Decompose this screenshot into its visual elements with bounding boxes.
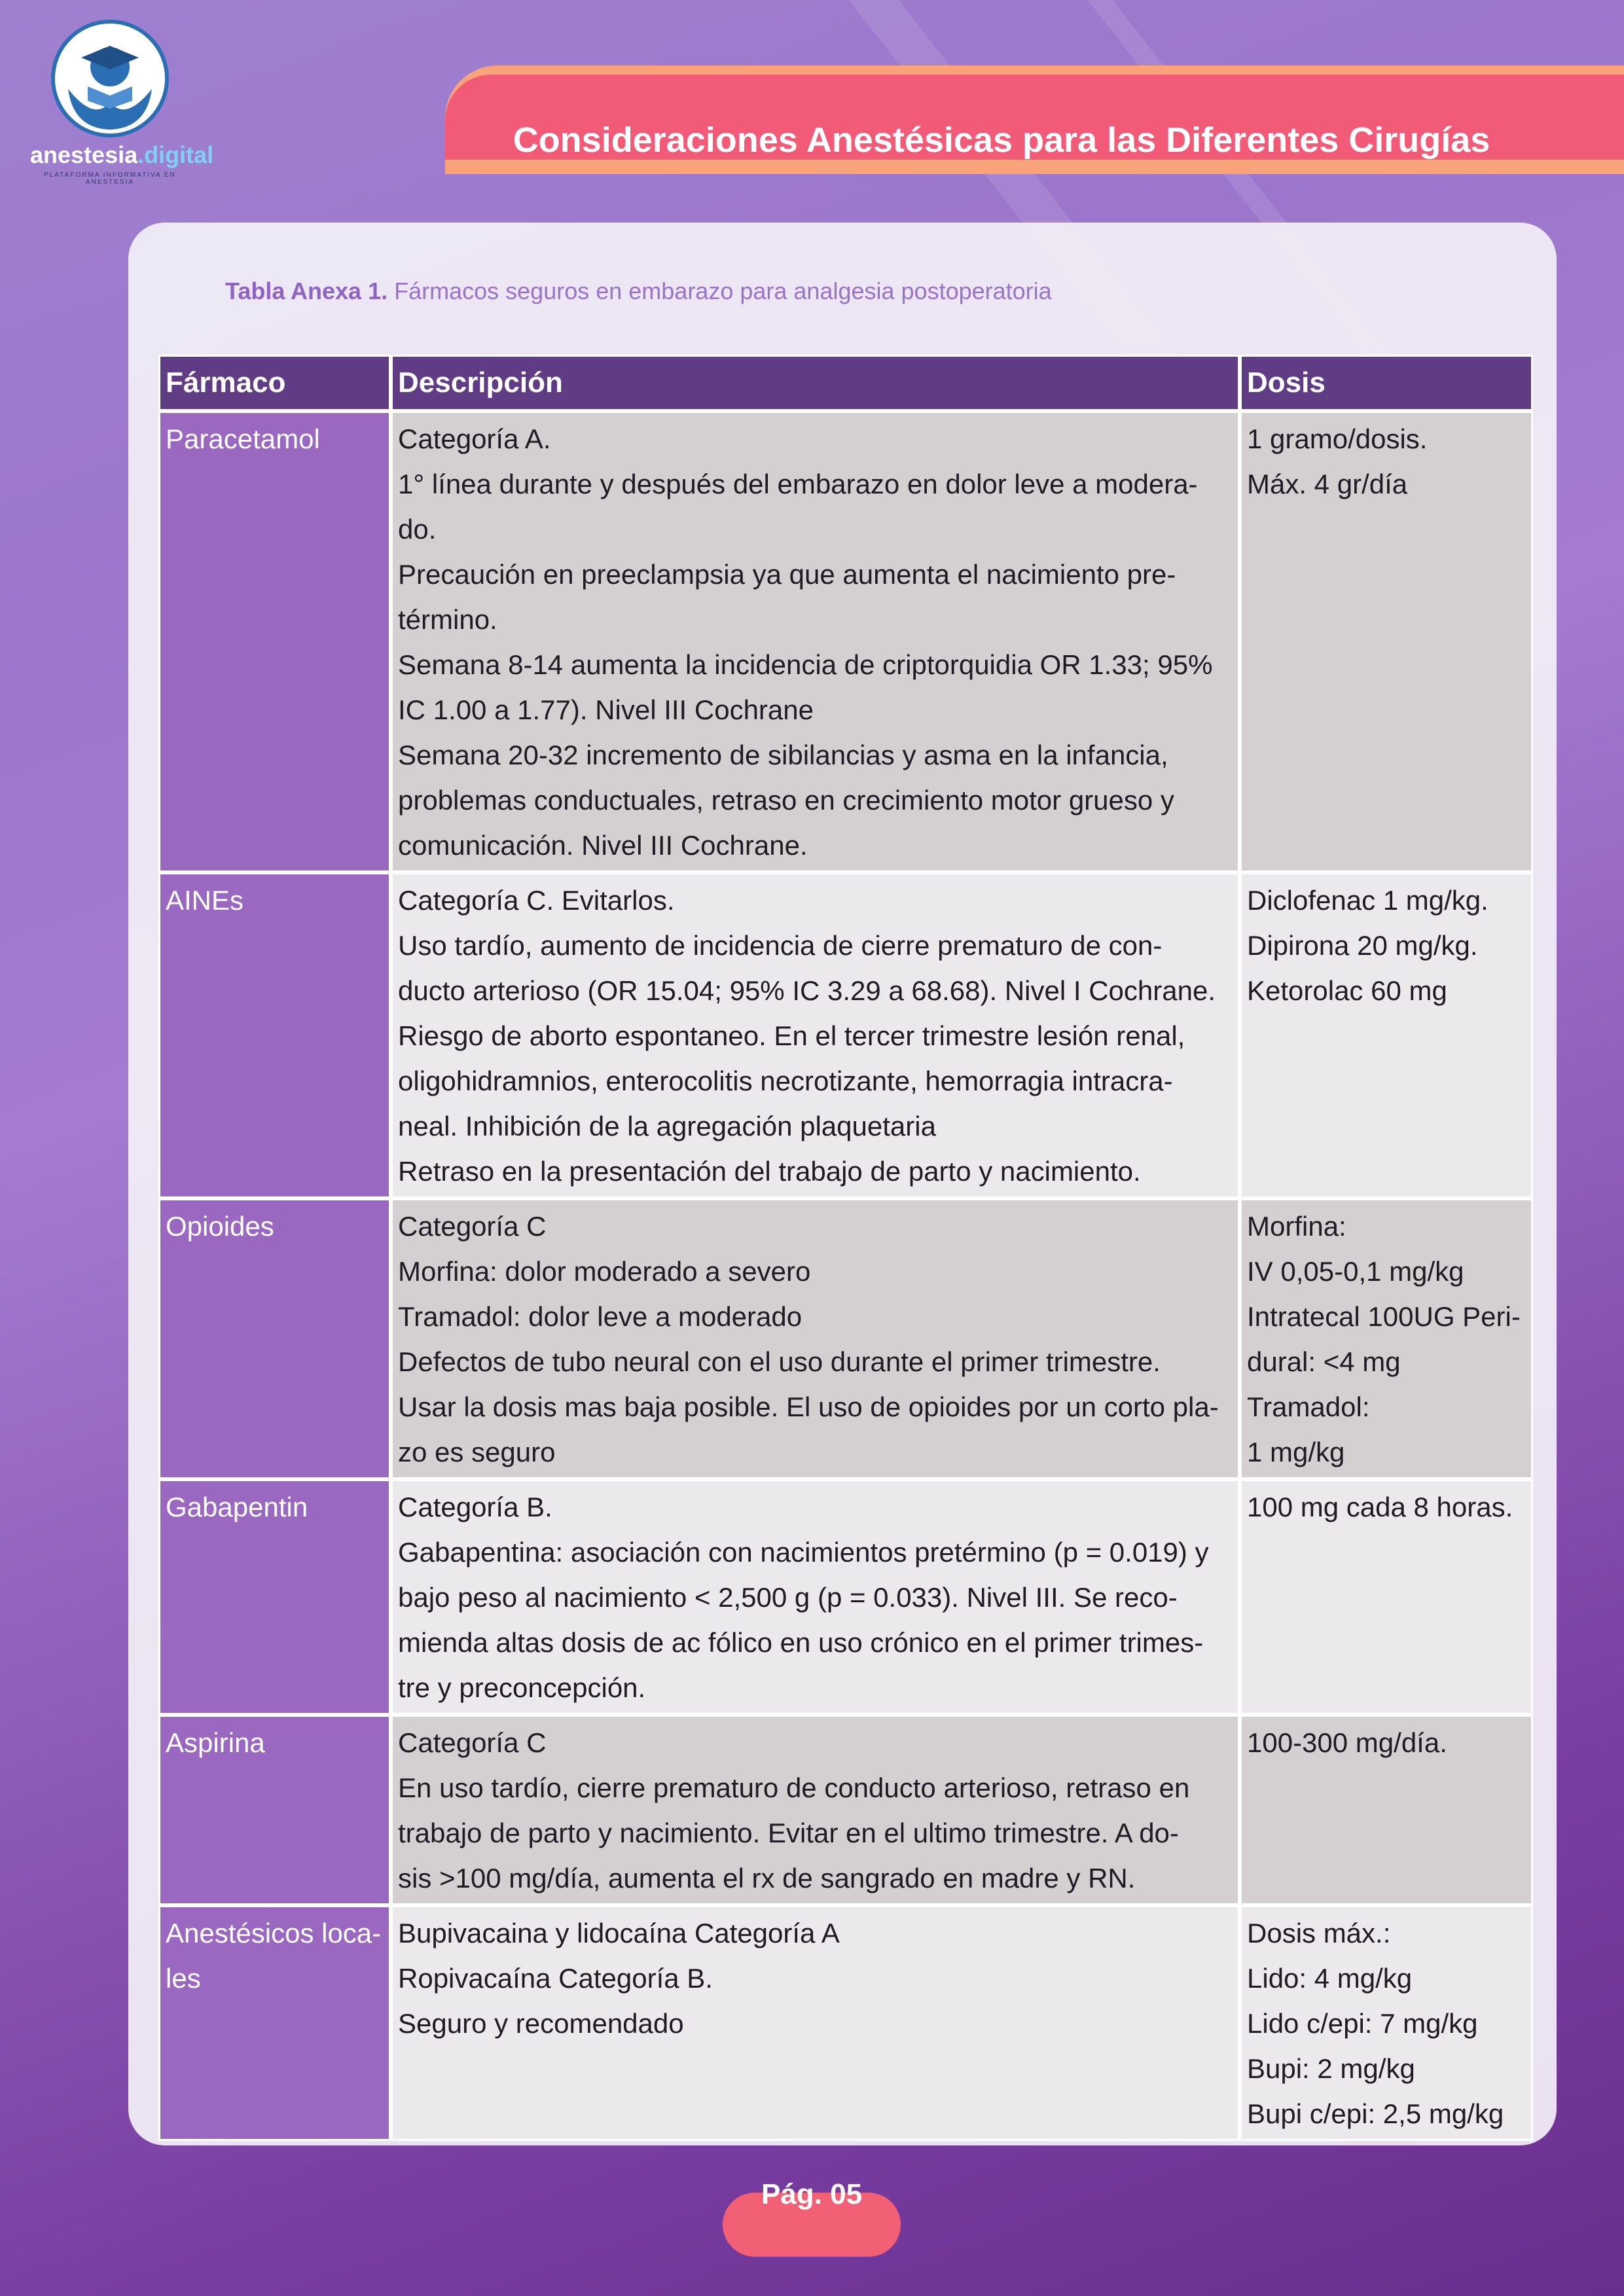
dose-cell-line: Bupi c/epi: 2,5 mg/kg: [1247, 2098, 1504, 2129]
dose-cell-line: Lido: 4 mg/kg: [1247, 1963, 1413, 1994]
description-cell-line: Semana 8-14 aumenta la incidencia de criptorquidia OR 1.33; 95%: [398, 649, 1213, 680]
description-cell-line: Usar la dosis mas baja posible. El uso de opioides por un corto pla-: [398, 1391, 1219, 1422]
table-row: [158, 1198, 1533, 1479]
table-header-row: [158, 355, 1533, 411]
dose-cell-line: 100-300 mg/día.: [1247, 1727, 1447, 1758]
table-row: [158, 411, 1533, 872]
description-cell-line: Gabapentina: asociación con nacimientos pretérmino (p = 0.019) y: [398, 1537, 1209, 1568]
drug-cell: [158, 411, 391, 872]
description-cell-line: oligohidramnios, enterocolitis necrotizante, hemorragia intracra-: [398, 1066, 1173, 1096]
description-cell-line: Categoría A.: [398, 423, 551, 454]
drug-cell-line: Opioides: [166, 1211, 274, 1242]
drug-cell-line: Gabapentin: [166, 1492, 308, 1522]
dose-cell: [1240, 1479, 1533, 1715]
dose-cell-line: Dosis máx.:: [1247, 1918, 1391, 1948]
description-cell-line: Bupivacaina y lidocaína Categoría A: [398, 1918, 840, 1948]
description-cell-line: zo es seguro: [398, 1437, 556, 1467]
description-cell-line: Precaución en preeclampsia ya que aumenta el nacimiento pre-: [398, 559, 1176, 590]
drug-cell: [158, 1905, 391, 2141]
description-cell: [391, 1479, 1240, 1715]
drug-cell: [158, 872, 391, 1198]
dose-cell: [1240, 1905, 1533, 2141]
table-row: [158, 1715, 1533, 1905]
description-cell-line: Retraso en la presentación del trabajo de parto y nacimiento.: [398, 1156, 1141, 1187]
description-cell-line: tre y preconcepción.: [398, 1672, 646, 1703]
table-caption: [225, 278, 1052, 305]
dose-cell-line: 1 gramo/dosis.: [1247, 423, 1428, 454]
dose-cell: [1240, 872, 1533, 1198]
dose-cell-line: Máx. 4 gr/día: [1247, 469, 1408, 499]
drug-cell-line: Paracetamol: [166, 423, 320, 454]
description-cell-line: trabajo de parto y nacimiento. Evitar en el ultimo trimestre. A do-: [398, 1818, 1179, 1848]
description-cell-line: Categoría C: [398, 1727, 547, 1758]
description-cell-line: En uso tardío, cierre prematuro de conducto arterioso, retraso en: [398, 1772, 1190, 1803]
dose-cell-line: Morfina:: [1247, 1211, 1346, 1242]
dose-cell-line: Bupi: 2 mg/kg: [1247, 2053, 1415, 2084]
description-cell-line: bajo peso al nacimiento < 2,500 g (p = 0.033). Nivel III. Se reco-: [398, 1582, 1178, 1613]
description-cell-line: ducto arterioso (OR 15.04; 95% IC 3.29 a 68.68). Nivel I Cochrane.: [398, 975, 1216, 1006]
description-cell-line: problemas conductuales, retraso en crecimiento motor grueso y: [398, 785, 1174, 816]
description-cell: [391, 872, 1240, 1198]
dose-cell-line: IV 0,05-0,1 mg/kg: [1247, 1256, 1464, 1287]
description-cell-line: término.: [398, 604, 497, 635]
dose-cell-line: Lido c/epi: 7 mg/kg: [1247, 2008, 1478, 2039]
column-header-descripcion: Descripción: [391, 355, 1240, 411]
description-cell-line: mienda altas dosis de ac fólico en uso crónico en el primer trimes-: [398, 1627, 1204, 1658]
description-cell: [391, 1198, 1240, 1479]
graduation-cap-hands-icon: [55, 24, 165, 134]
logo-wordmark: anestesia.digital: [30, 141, 214, 168]
description-cell-line: Riesgo de aborto espontaneo. En el tercer trimestre lesión renal,: [398, 1020, 1185, 1051]
drug-cell: [158, 1198, 391, 1479]
dose-cell: [1240, 1198, 1533, 1479]
dose-cell-line: dural: <4 mg: [1247, 1346, 1401, 1377]
dose-cell-line: Diclofenac 1 mg/kg.: [1247, 885, 1489, 916]
description-cell-line: comunicación. Nivel III Cochrane.: [398, 830, 808, 861]
page-title: Consideraciones Anestésicas para las Diferentes Cirugías: [513, 120, 1490, 160]
brand-logo[interactable]: [30, 20, 214, 186]
description-cell: [391, 1905, 1240, 2141]
description-cell-line: Uso tardío, aumento de incidencia de cierre prematuro de con-: [398, 930, 1163, 961]
description-cell: [391, 1715, 1240, 1905]
description-cell-line: Seguro y recomendado: [398, 2008, 684, 2039]
table-row: [158, 1905, 1533, 2141]
dose-cell-line: Ketorolac 60 mg: [1247, 975, 1447, 1006]
caption-label: Tabla Anexa 1.: [225, 278, 388, 304]
drug-cell-line: AINEs: [166, 885, 244, 916]
description-cell-line: Tramadol: dolor leve a moderado: [398, 1301, 803, 1332]
dose-cell: [1240, 411, 1533, 872]
dose-cell-line: Tramadol:: [1247, 1391, 1370, 1422]
dose-cell: [1240, 1715, 1533, 1905]
drug-cell-line: Anestésicos loca-: [166, 1918, 382, 1948]
column-header-dosis: Dosis: [1240, 355, 1533, 411]
drug-cell-line: les: [166, 1963, 201, 1994]
description-cell: [391, 411, 1240, 872]
description-cell-line: IC 1.00 a 1.77). Nivel III Cochrane: [398, 694, 814, 725]
description-cell-line: Ropivacaína Categoría B.: [398, 1963, 713, 1994]
description-cell-line: Morfina: dolor moderado a severo: [398, 1256, 811, 1287]
drug-cell: [158, 1479, 391, 1715]
description-cell-line: Defectos de tubo neural con el uso durante el primer trimestre.: [398, 1346, 1161, 1377]
description-cell-line: sis >100 mg/día, aumenta el rx de sangrado en madre y RN.: [398, 1863, 1136, 1893]
table-row: [158, 1479, 1533, 1715]
dose-cell-line: Intratecal 100UG Peri-: [1247, 1301, 1521, 1332]
description-cell-line: 1° línea durante y después del embarazo en dolor leve a modera-: [398, 469, 1198, 499]
drug-cell-line: Aspirina: [166, 1727, 265, 1758]
dose-cell-line: 100 mg cada 8 horas.: [1247, 1492, 1513, 1522]
description-cell-line: Semana 20-32 incremento de sibilancias y asma en la infancia,: [398, 740, 1168, 770]
page-number: Pág. 05: [761, 2178, 863, 2210]
logo-tagline: PLATAFORMA INFORMATIVA EN ANESTESIA: [44, 171, 176, 186]
drug-table: [158, 355, 1533, 2141]
description-cell-line: Categoría C: [398, 1211, 547, 1242]
description-cell-line: Categoría C. Evitarlos.: [398, 885, 675, 916]
description-cell-line: do.: [398, 514, 437, 545]
dose-cell-line: Dipirona 20 mg/kg.: [1247, 930, 1478, 961]
description-cell-line: Categoría B.: [398, 1492, 552, 1522]
logo-emblem: [51, 20, 169, 137]
caption-text: Fármacos seguros en embarazo para analgesia postoperatoria: [388, 278, 1052, 304]
column-header-farmaco: Fármaco: [158, 355, 391, 411]
dose-cell-line: 1 mg/kg: [1247, 1437, 1345, 1467]
table-row: [158, 872, 1533, 1198]
drug-cell: [158, 1715, 391, 1905]
description-cell-line: neal. Inhibición de la agregación plaquetaria: [398, 1111, 936, 1141]
